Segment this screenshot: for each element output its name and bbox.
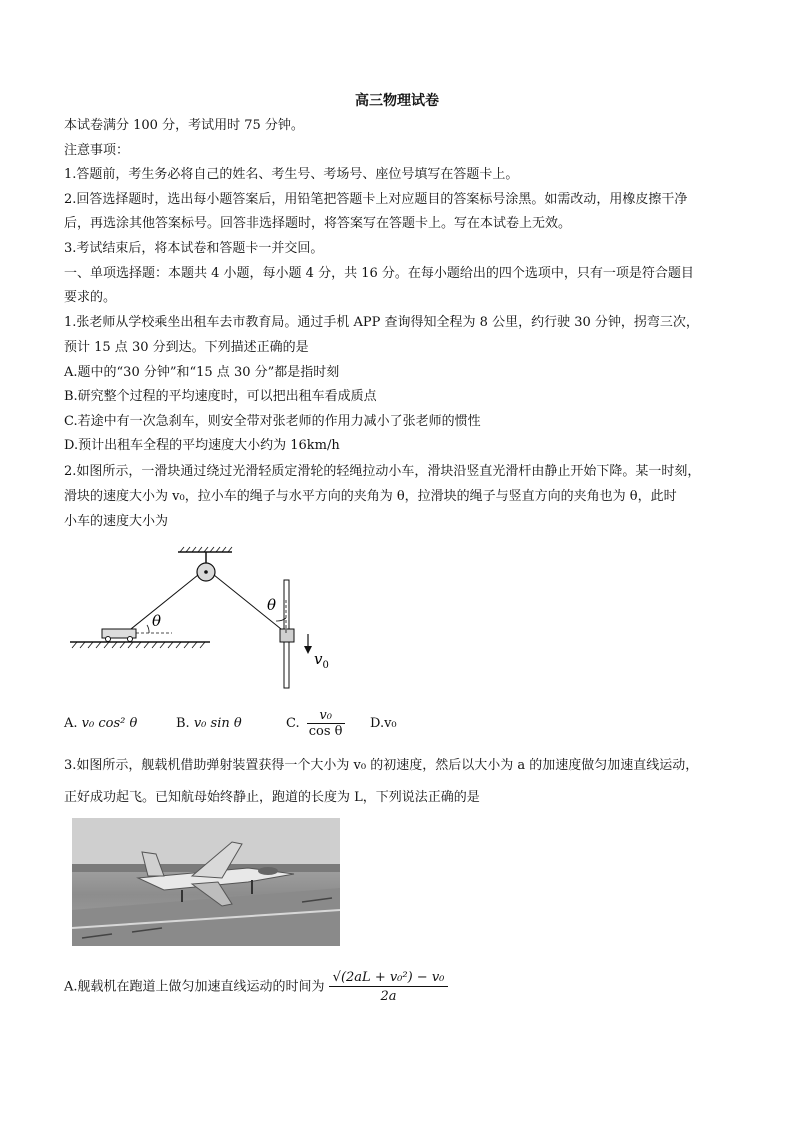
- q2-stem-cont: 滑块的速度大小为 v₀，拉小车的绳子与水平方向的夹角为 θ，拉滑块的绳子与竖直方向的夹角也为 θ，此时: [64, 489, 677, 504]
- q3-stem: 3.如图所示，舰载机借助弹射装置获得一个大小为 v₀ 的初速度，然后以大小为 a 的加速度做匀加速直线运动，: [64, 758, 699, 773]
- theta-label-slider: θ: [267, 596, 277, 614]
- q2-option-a: A. v₀ cos² θ: [64, 716, 138, 731]
- q1-option-c: C.若途中有一次急刹车，则安全带对张老师的作用力减小了张老师的惯性: [64, 414, 481, 429]
- slider-block: [280, 629, 294, 642]
- rope-to-cart: [126, 575, 198, 633]
- q3-option-a: A.舰载机在跑道上做匀加速直线运动的时间为 $\frac{\text{√(2aL + v₀²) − v₀}}{2a}$: [64, 970, 448, 1004]
- v0-label: $v_0$: [314, 650, 329, 671]
- score-line: 本试卷满分 100 分，考试用时 75 分钟。: [64, 118, 304, 133]
- q1-option-a: A.题中的“30 分钟”和“15 点 30 分”都是指时刻: [64, 365, 340, 380]
- q2-options: [64, 708, 484, 744]
- cart: [102, 629, 136, 642]
- pulley-diagram: [64, 540, 344, 700]
- section-heading: 一、单项选择题：本题共 4 小题，每小题 4 分，共 16 分。在每小题给出的四个选项中，只有一项是符合题目: [64, 266, 694, 281]
- notice-3: 3.考试结束后，将本试卷和答题卡一并交回。: [64, 241, 324, 256]
- q1-option-b: B.研究整个过程的平均速度时，可以把出租车看成质点: [64, 389, 377, 404]
- q2-option-d: D.v₀: [370, 716, 397, 731]
- ceiling-hatch: [178, 547, 232, 552]
- q2-stem-cont2: 小车的速度大小为: [64, 514, 169, 529]
- q1-stem-cont: 预计 15 点 30 分到达。下列描述正确的是: [64, 340, 309, 355]
- theta-label-cart: θ: [152, 612, 162, 630]
- section-heading-cont: 要求的。: [64, 290, 117, 305]
- q2-option-b: B. v₀ sin θ: [176, 716, 242, 731]
- carrier-jet-photo: [72, 818, 340, 946]
- q2-stem: 2.如图所示，一滑块通过绕过光滑轻质定滑轮的轻绳拉动小车，滑块沿竖直光滑杆由静止开始下降。某一时刻，: [64, 464, 701, 479]
- ground: [70, 642, 210, 648]
- q3-option-a-fraction: $\frac{\text{√(2aL + v₀²) − v₀}}{2a}$: [329, 970, 449, 1004]
- notice-1: 1.答题前，考生务必将自己的姓名、考生号、考场号、座位号填写在答题卡上。: [64, 167, 519, 182]
- notice-2-cont: 后，再选涂其他答案标号。回答非选择题时，将答案写在答题卡上。写在本试卷上无效。: [64, 216, 572, 231]
- q3-stem-cont: 正好成功起飞。已知航母始终静止，跑道的长度为 L，下列说法正确的是: [64, 790, 480, 805]
- q2-option-c-fraction: $\frac{\text{v₀}}{\text{cos θ}}$: [308, 708, 343, 739]
- notice-2: 2.回答选择题时，选出每小题答案后，用铅笔把答题卡上对应题目的答案标号涂黑。如需改动，用橡皮擦干净: [64, 192, 688, 207]
- q1-stem: 1.张老师从学校乘坐出租车去市教育局。通过手机 APP 查询得知全程为 8 公里，约行驶 30 分钟，拐弯三次，: [64, 315, 699, 330]
- notice-heading: 注意事项：: [64, 143, 130, 158]
- q2-option-c: C. $\frac{\text{v₀}}{\text{cos θ}}$: [286, 708, 343, 739]
- q1-option-d: D.预计出租车全程的平均速度大小约为 16km/h: [64, 438, 340, 453]
- page-title: 高三物理试卷: [355, 93, 439, 109]
